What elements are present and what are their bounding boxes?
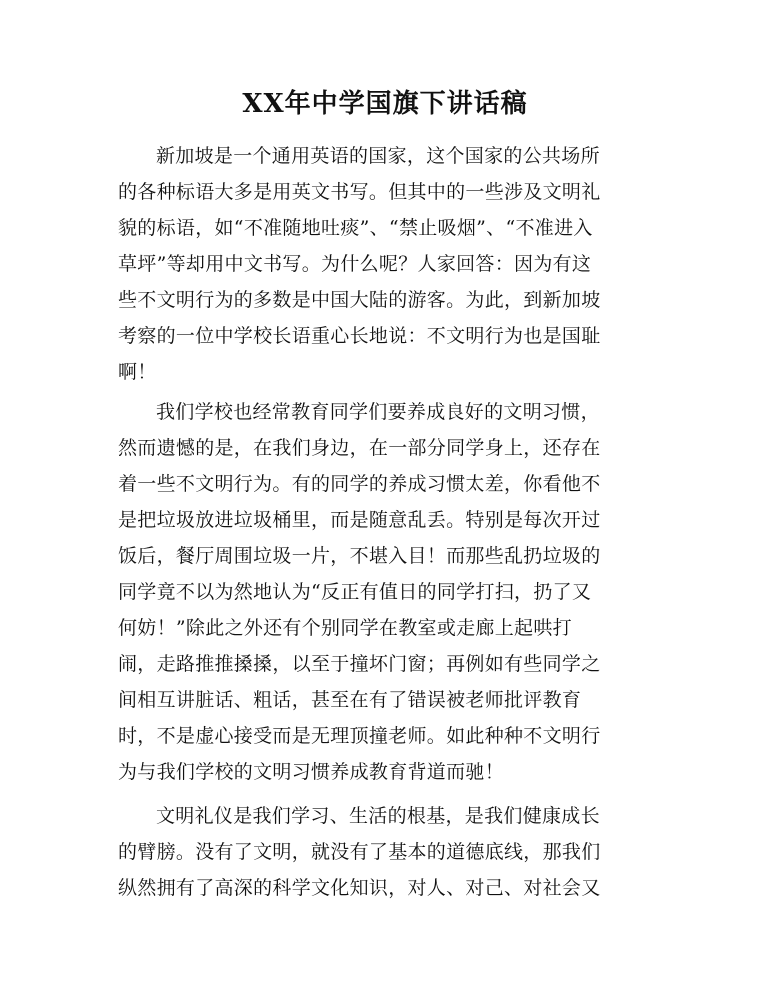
paragraph-2-line-4: 是把垃圾放进垃圾桶里，而是随意乱丢。特别是每次开过 [118,509,601,531]
paragraph-1-line-7: 啊！ [118,361,157,383]
paragraph-1-line-6: 考察的一位中学校长语重心长地说：不文明行为也是国耻 [118,325,601,347]
paragraph-3-line-2: 的臂膀。没有了文明，就没有了基本的道德底线，那我们 [118,841,601,863]
paragraph-1-line-5: 些不文明行为的多数是中国大陆的游客。为此，到新加坡 [118,289,601,311]
paragraph-2-line-1: 我们学校也经常教育同学们要养成良好的文明习惯， [156,401,600,423]
paragraph-2-line-5: 饭后，餐厅周围垃圾一片，不堪入目！而那些乱扔垃圾的 [118,545,601,567]
paragraph-1-line-3: 貌的标语，如“不准随地吐痰”、“禁止吸烟”、“不准进入 [118,217,593,239]
paragraph-2-line-11: 为与我们学校的文明习惯养成教育背道而驰！ [118,761,505,783]
paragraph-2-line-8: 闹，走路推推搡搡，以至于撞坏门窗；再例如有些同学之 [118,653,601,675]
paragraph-1-line-2: 的各种标语大多是用英文书写。但其中的一些涉及文明礼 [118,181,601,203]
paragraph-2-line-10: 时，不是虚心接受而是无理顶撞老师。如此种种不文明行 [118,725,601,747]
paragraph-2-line-7: 何妨！”除此之外还有个别同学在教室或走廊上起哄打 [118,617,572,639]
paragraph-2-line-6: 同学竟不以为然地认为“反正有值日的同学打扫，扔了又 [118,581,592,603]
paragraph-1-line-1: 新加坡是一个通用英语的国家，这个国家的公共场所 [156,145,600,167]
paragraph-2-line-9: 间相互讲脏话、粗话，甚至在有了错误被老师批评教育 [118,689,582,711]
document-title: XX年中学国旗下讲话稿 [242,89,528,119]
paragraph-2-line-2: 然而遗憾的是，在我们身边，在一部分同学身上，还存在 [118,437,601,459]
paragraph-3-line-3: 纵然拥有了高深的科学文化知识，对人、对己、对社会又 [118,877,601,899]
paragraph-1-line-4: 草坪”等却用中文书写。为什么呢？人家回答：因为有这 [118,253,592,275]
paragraph-2-line-3: 着一些不文明行为。有的同学的养成习惯太差，你看他不 [118,473,601,495]
paragraph-3-line-1: 文明礼仪是我们学习、生活的根基，是我们健康成长 [156,805,600,827]
